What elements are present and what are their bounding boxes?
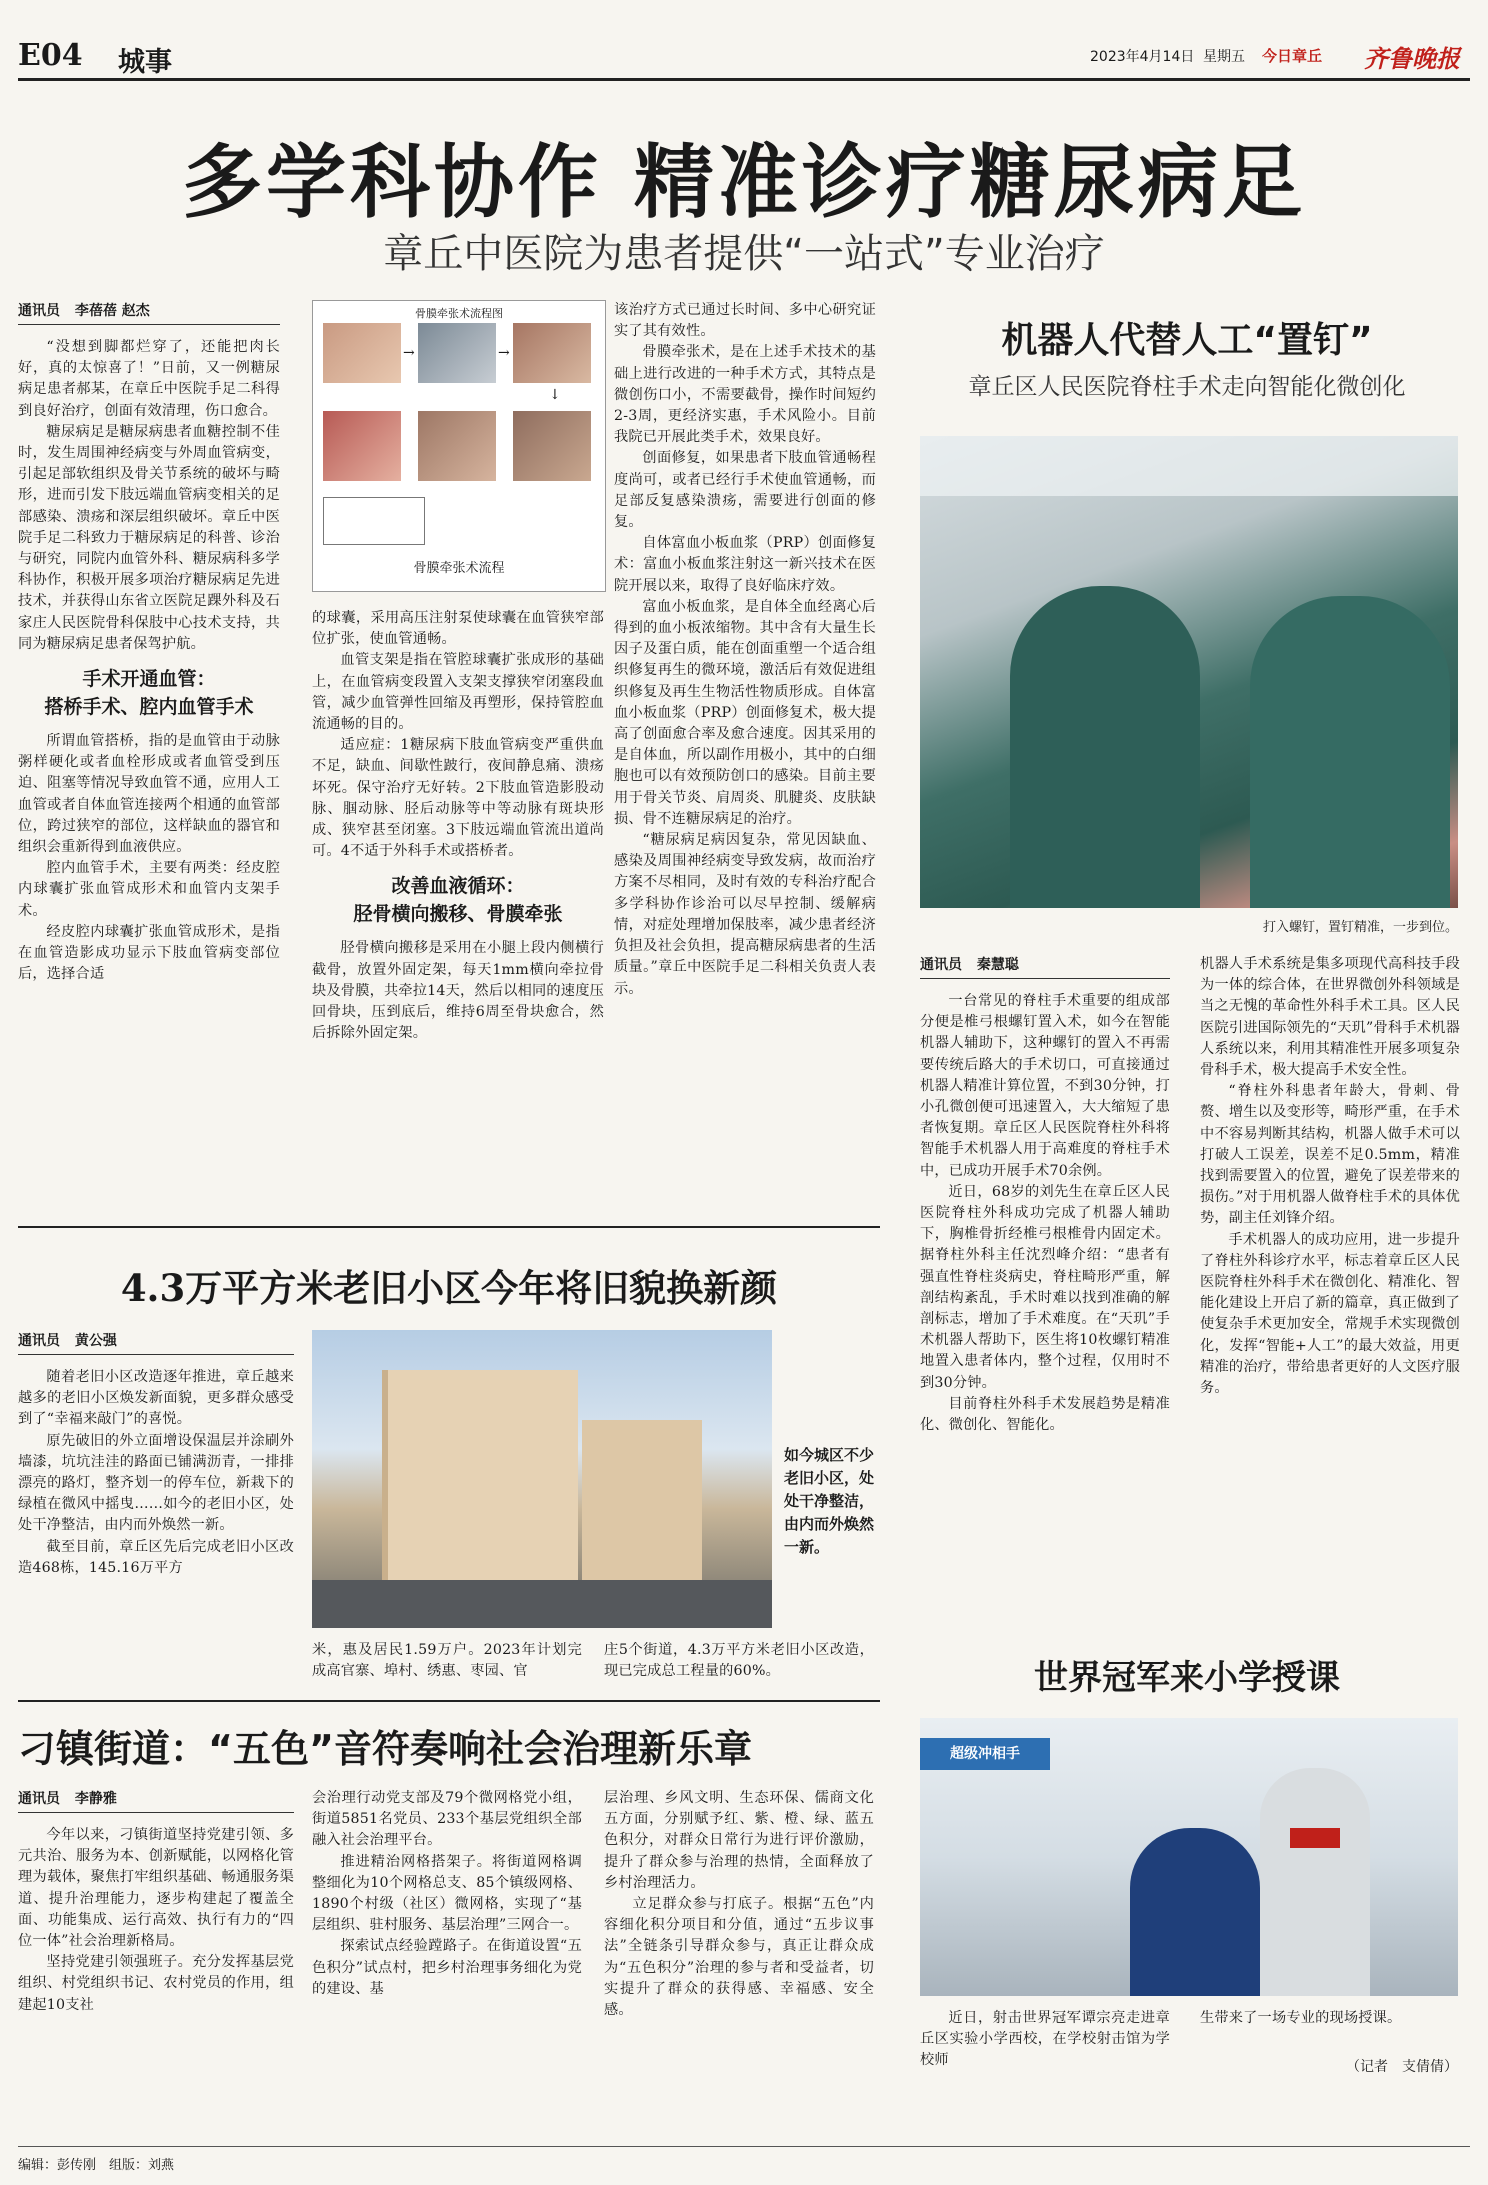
surgeon-figure xyxy=(1250,596,1450,908)
step-photo xyxy=(513,411,591,481)
subheading: 手术开通血管： 搭桥手术、腔内血管手术 xyxy=(44,668,254,719)
paragraph: 近日，68岁的刘先生在章丘区人民医院脊柱外科成功完成了机器人辅助下，胸椎骨折经椎弓根椎骨内固定术。据脊柱外科主任沈烈峰介绍：“患者有强直性脊柱炎病史，脊柱畸形严重，解剖结构紊乱，手术时难以找到准确的解剖标志，增加了手术难度。在“天玑”手术机器人帮助下，医生将10枚螺钉精准地置入患者体内，整个过程，仅用时不到30分钟。 xyxy=(920,1183,1170,1391)
paragraph: 目前脊柱外科手术发展趋势是精准化、微创化、智能化。 xyxy=(920,1395,1170,1434)
surgery-flow-figure xyxy=(312,300,606,592)
apartment-building xyxy=(582,1420,702,1590)
champion-caption: 近日，射击世界冠军谭宗亮走进章丘区实验小学西校，在学校射击馆为学校师 xyxy=(920,2010,1170,2069)
paragraph: 机器人手术系统是集多项现代高科技手段为一体的综合体，在世界微创外科领域是当之无愧的革命性外科手术工具。区人民医院引进国际领先的“天玑”骨科手术机器人系统以来，利用其精准性开展多项复杂骨科手术，极大提高手术安全性。 xyxy=(1200,956,1460,1079)
figure-title: 骨膜牵张术流程图 xyxy=(415,307,503,320)
wall-banner: 超级冲相手 xyxy=(920,1738,1050,1770)
paragraph: 血管支架是指在管腔球囊扩张成形的基础上，在血管病变段置入支架支撑狭窄闭塞段血管，减少血管弹性回缩及再塑形，保持管腔血流通畅的目的。 xyxy=(312,652,604,733)
paragraph: 随着老旧小区改造逐年推进，章丘越来越多的老旧小区焕发新面貌，更多群众感受到了“幸福来敲门”的喜悦。 xyxy=(18,1369,294,1428)
robot-subtitle: 章丘区人民医院脊柱手术走向智能化微创化 xyxy=(968,374,1406,400)
diaozhen-column-1 xyxy=(18,1788,294,2016)
lead-column-2 xyxy=(312,608,604,1044)
section-name: 城事 xyxy=(118,47,172,78)
step-photo xyxy=(418,323,496,383)
byline-names: 李静雅 xyxy=(74,1791,117,1807)
paragraph: 今年以来，刁镇街道坚持党建引领、多元共治、服务为本、创新赋能，以网格化管理为载体，聚焦打牢组织基础、畅通服务渠道、提升治理能力，逐步构建起了覆盖全面、功能集成、运行高效、执行有力的“四位一体”社会治理新格局。 xyxy=(18,1827,294,1950)
flow-note-box xyxy=(323,497,425,545)
diaozhen-column-2 xyxy=(312,1788,582,2000)
champion-caption: 生带来了一场专业的现场授课。 xyxy=(1200,2010,1402,2026)
diaozhen-byline xyxy=(18,1788,294,1813)
paragraph: 坚持党建引领强班子。充分发挥基层党组织、村党组织书记、农村党员的作用，组建起10支社 xyxy=(18,1954,294,2013)
lead-byline xyxy=(18,300,280,325)
paragraph: 适应症：1糖尿病下肢血管病变严重供血不足，缺血、间歇性跛行，夜间静息痛、溃疡坏死。保守治疗无好转。2下肢血管造影股动脉、腘动脉、胫后动脉等中等动脉有斑块形成、狭窄甚至闭塞。3下肢远端血管流出道尚可。4不适于外科手术或搭桥者。 xyxy=(312,737,604,860)
lead-headline: 多学科协作 精准诊疗糖尿病足 xyxy=(182,136,1306,229)
classroom-photo xyxy=(920,1718,1458,1996)
surgical-lamp xyxy=(920,436,1458,496)
masthead xyxy=(18,38,1468,78)
section-rule xyxy=(18,1226,880,1228)
subheading: 改善血液循环： 胫骨横向搬移、骨膜牵张 xyxy=(353,875,563,926)
paragraph: 所谓血管搭桥，指的是血管由于动脉粥样硬化或者血栓形成或者血管受到压迫、阻塞等情况导致血管不通，应用人工血管或者自体血管连接两个相通的血管部位，跨过狭窄的部位，这样缺血的器官和组织会重新得到血液供应。 xyxy=(18,733,280,856)
step-photo xyxy=(323,411,401,481)
page-code: E04 xyxy=(18,38,83,73)
housing-photo-caption: 如今城区不少老旧小区，处处干净整洁，由内而外焕然一新。 xyxy=(784,1446,875,1556)
housing-column-1 xyxy=(18,1330,294,1579)
byline-label: 通讯员 xyxy=(18,1791,60,1807)
paragraph: “糖尿病足病因复杂，常见因缺血、感染及周围神经病变导致发病，故而治疗方案不尽相同，及时有效的专科治疗配合多学科协作诊治可以尽早控制、缓解病情，对症处理增加保肢率，减少患者经济负担及社会负担，提高糖尿病患者的生活质量。”章丘中医院手足二科相关负责人表示。 xyxy=(614,832,876,997)
paragraph: 创面修复，如果患者下肢血管通畅程度尚可，或者已经行手术使血管通畅，而足部反复感染溃疡，需要进行创面的修复。 xyxy=(614,450,876,531)
flow-arrow-icon: ↓ xyxy=(549,387,561,403)
byline-label: 通讯员 xyxy=(18,303,60,319)
byline-label: 通讯员 xyxy=(18,1333,60,1349)
residential-photo xyxy=(312,1330,772,1628)
reporter-credit: （记者 支倩倩） xyxy=(1346,2059,1458,2075)
robot-column-1 xyxy=(920,954,1170,1436)
robot-byline xyxy=(920,954,1170,979)
paragraph: 手术机器人的成功应用，进一步提升了脊柱外科诊疗水平，标志着章丘区人民医院脊柱外科手术在微创化、精准化、智能化建设上开启了新的篇章，真正做到了使复杂手术更加安全，常规手术实现微创化，发挥“智能+人工”的最大效益，用更精准的治疗，带给患者更好的人文医疗服务。 xyxy=(1200,1231,1460,1397)
lead-column-1 xyxy=(18,300,280,985)
paragraph: 探索试点经验蹚路子。在街道设置“五色积分”试点村，把乡村治理事务细化为党的建设、基 xyxy=(312,1938,582,1997)
paragraph: 截至目前，章丘区先后完成老旧小区改造468栋，145.16万平方 xyxy=(18,1538,294,1576)
byline-names: 李蓓蓓 赵杰 xyxy=(74,303,150,319)
paragraph: “脊柱外科患者年龄大，骨刺、骨赘、增生以及变形等，畸形严重，在手术中不容易判断其结构，机器人做手术可以打破人工误差，误差不足0.5mm，精准找到需要置入的位置，避免了误差带来的损伤。”对于用机器人做脊柱手术的具体优势，副主任刘锋介绍。 xyxy=(1200,1083,1460,1227)
flow-arrow-icon: → xyxy=(498,345,510,361)
paragraph: 自体富血小板血浆（PRP）创面修复术：富血小板血浆注射这一新兴技术在医院开展以来，取得了良好临床疗效。 xyxy=(614,535,876,594)
lead-column-3 xyxy=(614,300,876,1000)
editor-credit: 编辑：彭传刚 组版：刘燕 xyxy=(18,2158,175,2173)
paragraph: 一台常见的脊柱手术重要的组成部分便是椎弓根螺钉置入术，如今在智能机器人辅助下，这种螺钉的置入不再需要传统后路大的手术切口，可直接通过机器人精准计算位置，不到30分钟，打小孔微创便可迅速置入，大大缩短了患者恢复期。章丘区人民医院脊柱外科将智能手术机器人用于高难度的脊柱手术中，已成功开展手术70余例。 xyxy=(920,993,1170,1179)
paragraph: 糖尿病足是糖尿病患者血糖控制不佳时，发生周围神经病变与外周血管病变，引起足部软组织及骨关节系统的破坏与畸形，进而引发下肢远端血管病变相关的足部感染、溃疡和深层组织破坏。章丘中医院手足二科致力于糖尿病足的科普、诊治与研究，同院内血管外科、糖尿病科多学科协作，积极开展多项治疗糖尿病足先进技术，并获得山东省立医院足踝外科及石家庄人民医院骨科保肢中心技术支持，共同为糖尿病足患者保驾护航。 xyxy=(18,423,280,652)
byline-names: 黄公强 xyxy=(74,1333,117,1349)
paragraph: 推进精治网格搭架子。将街道网格调整细化为10个网格总支、85个镇级网格、1890个村级（社区）微网格，实现了“基层组织、驻村服务、基层治理”三网合一。 xyxy=(312,1853,582,1934)
paragraph: 会治理行动党支部及79个微网格党小组，街道5851名党员、233个基层党组织全部融入社会治理平台。 xyxy=(312,1790,582,1849)
surgeon-figure xyxy=(1010,586,1200,908)
champion-headline: 世界冠军来小学授课 xyxy=(1034,1658,1340,1698)
housing-headline: 4.3万平方米老旧小区今年将旧貌换新颜 xyxy=(120,1266,778,1310)
surgery-photo xyxy=(920,436,1458,908)
diaozhen-headline: 刁镇街道：“五色”音符奏响社会治理新乐章 xyxy=(18,1727,752,1771)
step-photo xyxy=(323,323,401,383)
paragraph: 经皮腔内球囊扩张血管成形术，是指在血管造影成功显示下肢血管病变部位后，选择合适 xyxy=(18,923,280,983)
edition-name: 今日章丘 xyxy=(1262,47,1323,65)
step-photo xyxy=(513,323,591,383)
footer-rule xyxy=(18,2146,1470,2147)
lead-subtitle: 章丘中医院为患者提供“一站式”专业治疗 xyxy=(383,231,1105,277)
apartment-building xyxy=(382,1370,578,1590)
red-scarf xyxy=(1290,1828,1340,1848)
paragraph: 原先破旧的外立面增设保温层并涂刷外墙漆，坑坑洼洼的路面已铺满沥青，一排排漂亮的路灯，整齐划一的停车位，新栽下的绿植在微风中摇曳……如今的老旧小区，处处干净整洁，由内而外焕然一新。 xyxy=(18,1432,294,1534)
step-photo xyxy=(418,411,496,481)
paragraph: 立足群众参与打底子。根据“五色”内容细化积分项目和分值，通过“五步议事法”全链条引导群众参与，真正让群众成为“五色积分”治理的参与者和受益者，切实提升了群众的获得感、幸福感、安全感。 xyxy=(604,1896,874,2019)
byline-label: 通讯员 xyxy=(920,957,962,973)
newspaper-logo: 齐鲁晚报 xyxy=(1364,44,1460,73)
paragraph: 胫骨横向搬移是采用在小腿上段内侧横行截骨，放置外固定架，每天1mm横向牵拉骨块及骨膜，共牵拉14天，然后以相同的速度压回骨块，压到底后，维持6周至骨块愈合，然后拆除外固定架。 xyxy=(312,940,604,1042)
issue-date: 2023年4月14日 xyxy=(1090,49,1195,65)
paragraph: 该治疗方式已通过长时间、多中心研究证实了其有效性。 xyxy=(614,302,876,340)
paragraph: 的球囊，采用高压注射泵使球囊在血管狭窄部位扩张，使血管通畅。 xyxy=(312,610,604,648)
paragraph: 庄5个街道，4.3万平方米老旧小区改造，现已完成总工程量的60%。 xyxy=(604,1642,874,1680)
issue-weekday: 星期五 xyxy=(1203,49,1245,65)
housing-byline xyxy=(18,1330,294,1355)
paragraph: 骨膜牵张术，是在上述手术技术的基础上进行改进的一种手术方式，其特点是微创伤口小，不需要截骨，操作时间短约2-3周，更经济实惠，手术风险小。目前我院已开展此类手术，效果良好。 xyxy=(614,344,876,446)
paragraph: “没想到脚都烂穿了，还能把肉长好，真的太惊喜了！”日前，又一例糖尿病足患者郝某，在章丘中医院手足二科得到良好治疗，创面有效清理，伤口愈合。 xyxy=(18,339,280,419)
flow-arrow-icon: → xyxy=(403,345,415,361)
diaozhen-column-3 xyxy=(604,1788,874,2021)
student-figure xyxy=(1130,1828,1260,1996)
robot-photo-caption: 打入螺钉，置钉精准，一步到位。 xyxy=(1262,920,1458,935)
paragraph: 米，惠及居民1.59万户。2023年计划完成高官寨、埠村、绣惠、枣园、官 xyxy=(312,1642,582,1680)
robot-column-2 xyxy=(1200,954,1460,1399)
paragraph: 富血小板血浆，是自体全血经离心后得到的血小板浓缩物。其中含有大量生长因子及蛋白质，能在创面重塑一个适合组织修复再生的微环境，激活后有效促进组织修复及再生生物活性物质形成。自体富血小板血浆（PRP）创面修复术，极大提高了创面愈合率及愈合速度。因其采用的是自体血，所以副作用极小，其中的白细胞也可以有效预防创口的感染。目前主要用于骨关节炎、肩周炎、肌腱炎、皮肤缺损、骨不连糖尿病足的治疗。 xyxy=(614,598,876,827)
coach-figure xyxy=(1260,1768,1370,1996)
figure-caption: 骨膜牵张术流程 xyxy=(413,561,505,576)
section-rule xyxy=(18,1700,880,1702)
paragraph: 腔内血管手术，主要有两类：经皮腔内球囊扩张血管成形术和血管内支架手术。 xyxy=(18,860,280,919)
masthead-rule xyxy=(18,78,1470,81)
robot-headline: 机器人代替人工“置钉” xyxy=(1001,320,1373,361)
byline-names: 秦慧聪 xyxy=(976,957,1019,973)
road xyxy=(312,1580,772,1628)
paragraph: 层治理、乡风文明、生态环保、儒商文化五方面，分别赋予红、紫、橙、绿、蓝五色积分，对群众日常行为进行评价激励，提升了群众参与治理的热情，全面释放了乡村治理活力。 xyxy=(604,1790,874,1891)
